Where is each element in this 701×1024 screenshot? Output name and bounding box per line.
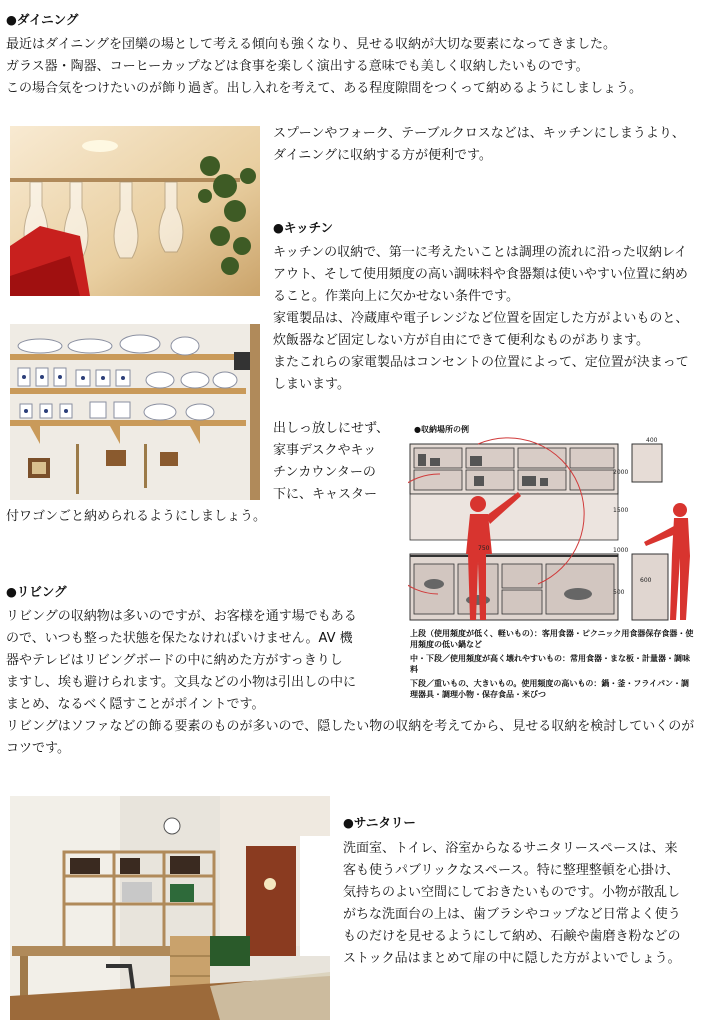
kitchen-wrap-line-3: チンカウンターの: [273, 465, 376, 480]
dim-label-0: 400: [646, 437, 658, 444]
dim-label-1: 2000: [613, 469, 629, 476]
figure-caption-3: 下段／重いもの、大きいもの。使用頻度の高いもの：鍋・釜・フライパン・調理器具・調理小物・保存食品・米びつ: [410, 679, 689, 699]
dining-paragraph-3: この場合気をつけたいのが飾り過ぎ。出し入れを考えて、ある程度隙間をつくって納めるようにしましょう。: [6, 81, 642, 96]
living-line-1: リビングの収納物は多いのですが、お客様を通す場でもある: [6, 609, 357, 624]
living-full-text: リビングはソファなどの飾る要素のものが多いので、隠したい物の収納を考えてから、見せる収納を検討していくのがコツです。: [6, 719, 695, 756]
kitchen-paragraph-3: またこれらの家電製品はコンセントの位置によって、定位置が決まってしまいます。: [273, 355, 689, 392]
dining-wine-glasses-photo: [10, 126, 260, 296]
dim-label-3: 1000: [613, 547, 629, 554]
kitchen-paragraph-2: 家電製品は、冷蔵庫や電子レンジなど位置を固定した方がよいものと、炊飯器など固定しない方が自由にできて便利なものがあります。: [273, 311, 689, 348]
dining-paragraph-2: ガラス器・陶器、コーヒーカップなどは食事を楽しく演出する意味でも美しく収納したいものです。: [6, 59, 589, 74]
sanitary-heading: ●サニタリー: [343, 815, 416, 830]
kitchen-wrap-line-2: 家事デスクやキッ: [273, 443, 377, 458]
living-line-2: ので、いつも整った状態を保たなければいけません。AV 機: [6, 631, 353, 646]
storage-example-figure: [408, 424, 698, 714]
dim-label-4: 500: [613, 589, 625, 596]
kitchen-last-line: 付ワゴンごと納められるようにしましょう。: [6, 509, 267, 524]
dim-label-2: 1500: [613, 507, 629, 514]
dining-paragraph-1: 最近はダイニングを団欒の場として考える傾向も強くなり、見せる収納が大切な要素になってきました。: [6, 37, 616, 52]
living-room-illustration: [10, 796, 330, 1020]
living-line-4: ますし、埃も避けられます。文具などの小物は引出しの中に: [6, 675, 356, 690]
kitchen-wrap-line-4: 下に、キャスター: [273, 487, 378, 502]
figure-caption-2: 中・下段／使用頻度が高く壊れやすいもの：常用食器・まな板・計量器・調味料: [410, 654, 690, 674]
kitchen-heading: ●キッチン: [273, 220, 334, 235]
dim-label-6: 600: [640, 577, 652, 584]
kitchen-wrap-line-1: 出しっ放しにせず、: [273, 421, 389, 436]
figure-captions: [410, 628, 696, 700]
living-heading: ●リビング: [6, 584, 67, 599]
living-body: [6, 606, 402, 716]
kitchen-body: [273, 242, 693, 396]
figure-caption-1: 上段（使用頻度が低く、軽いもの）：客用食器・ピクニック用食器保存食器・使用頻度の低い鍋など: [410, 629, 694, 649]
kitchen-paragraph-1: キッチンの収納で、第一に考えたいことは調理の流れに沿った収納レイアウト、そして使用頻度の高い調味料や食器類は使いやすい位置に納めること。作業向上に欠かせない条件です。: [273, 245, 688, 304]
storage-diagram: [408, 434, 698, 624]
living-room-photo: [10, 796, 330, 1020]
kitchen-wrap-text: [273, 418, 403, 506]
dining-side-text: スプーンやフォーク、テーブルクロスなどは、キッチンにしまうより、ダイニングに収納する方が便利です。: [273, 126, 685, 163]
wine-glasses-illustration: [10, 126, 260, 296]
dish-shelves-illustration: [10, 324, 260, 500]
dining-heading: ●ダイニング: [6, 12, 79, 27]
living-line-5: まとめ、なるべく隠すことがポイントです。: [6, 697, 265, 712]
dining-intro: [6, 34, 696, 100]
figure-title: ●収納場所の例: [414, 425, 469, 434]
sanitary-text: 洗面室、トイレ、浴室からなるサニタリースペースは、来客も使うパブリックなスペース。特に整理整頓を心掛け、気持ちのよい空間にしておきたいものです。小物が散乱しがちな洗面台の上は、歯ブラシやコップなど日常よく使うものだけを見せるようにして納め、石鹸や歯磨き粉などのストック品はまとめて扉の中に隠した方がよいでしょう。: [343, 841, 681, 966]
living-line-3: 器やテレビはリビングボードの中に納めた方がすっきりし: [6, 653, 343, 668]
kitchen-shelves-photo: [10, 324, 260, 500]
dim-label-5: 750: [478, 545, 490, 552]
